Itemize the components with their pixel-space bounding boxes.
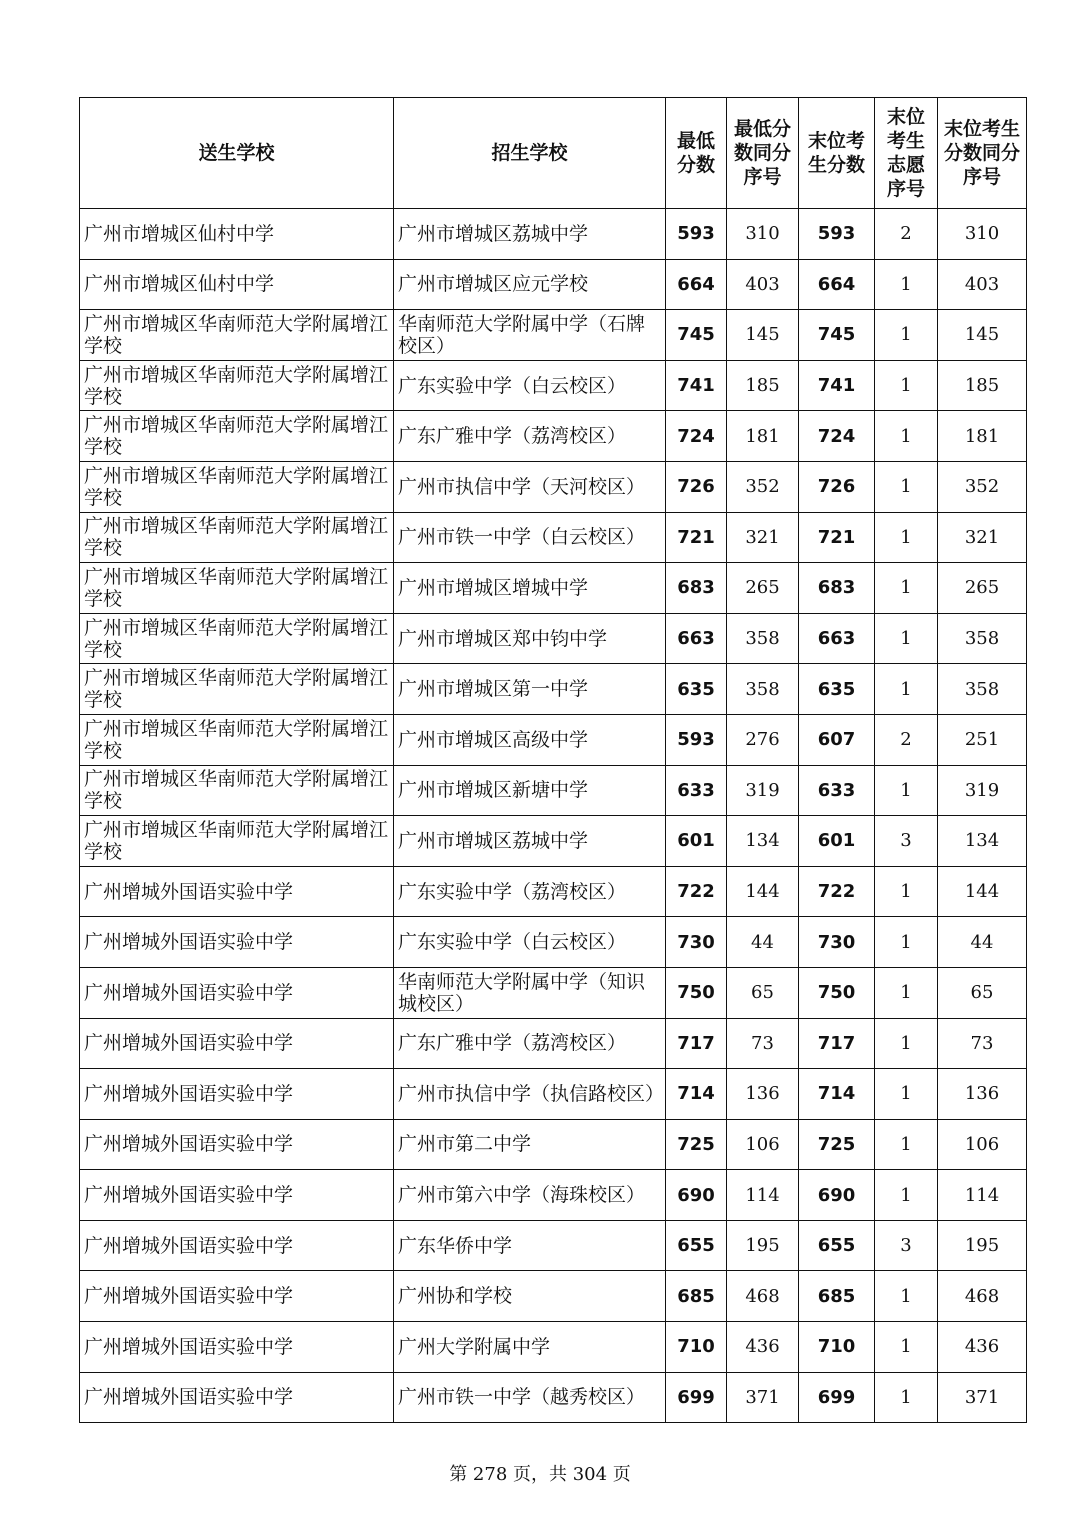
- cell-last-score: 607: [799, 714, 875, 765]
- table-row: [80, 461, 1027, 512]
- cell-sending-school: 广州市增城区华南师范大学附属增江学校: [80, 765, 394, 816]
- cell-min-score: 745: [666, 310, 727, 361]
- table-row: [80, 917, 1027, 968]
- cell-last-score: 633: [799, 765, 875, 816]
- header-line: 招生学校: [491, 142, 568, 164]
- cell-min-score: 730: [666, 917, 727, 968]
- header-line: 序号: [962, 166, 1001, 188]
- cell-min-score: 724: [666, 411, 727, 462]
- cell-min-score: 635: [666, 664, 727, 715]
- cell-sending-school: 广州增城外国语实验中学: [80, 967, 394, 1018]
- cell-min-score-rank: 73: [727, 1018, 799, 1069]
- cell-min-score: 721: [666, 512, 727, 563]
- cell-sending-school: 广州市增城区华南师范大学附属增江学校: [80, 563, 394, 614]
- cell-min-score-rank: 185: [727, 360, 799, 411]
- cell-last-wish-order: 1: [875, 765, 938, 816]
- cell-min-score-rank: 436: [727, 1322, 799, 1373]
- cell-sending-school: 广州市增城区华南师范大学附属增江学校: [80, 360, 394, 411]
- table-row: [80, 360, 1027, 411]
- table-row: [80, 664, 1027, 715]
- cell-admitting-school: 广州市增城区增城中学: [394, 563, 666, 614]
- cell-last-score-rank: 371: [938, 1372, 1027, 1423]
- table-row: [80, 1220, 1027, 1271]
- table-row: [80, 967, 1027, 1018]
- cell-min-score: 741: [666, 360, 727, 411]
- cell-last-wish-order: 1: [875, 1119, 938, 1170]
- cell-last-score: 722: [799, 866, 875, 917]
- cell-last-score-rank: 195: [938, 1220, 1027, 1271]
- cell-admitting-school: 广州协和学校: [394, 1271, 666, 1322]
- cell-min-score-rank: 276: [727, 714, 799, 765]
- cell-admitting-school: 广州市增城区新塘中学: [394, 765, 666, 816]
- cell-last-score: 725: [799, 1119, 875, 1170]
- cell-sending-school: 广州增城外国语实验中学: [80, 1170, 394, 1221]
- cell-sending-school: 广州市增城区华南师范大学附属增江学校: [80, 512, 394, 563]
- cell-sending-school: 广州增城外国语实验中学: [80, 1322, 394, 1373]
- cell-min-score: 722: [666, 866, 727, 917]
- cell-sending-school: 广州市增城区华南师范大学附属增江学校: [80, 310, 394, 361]
- cell-last-wish-order: 1: [875, 1322, 938, 1373]
- cell-sending-school: 广州市增城区华南师范大学附属增江学校: [80, 664, 394, 715]
- cell-last-score-rank: 114: [938, 1170, 1027, 1221]
- cell-min-score-rank: 134: [727, 816, 799, 867]
- cell-admitting-school: 广州市铁一中学（越秀校区）: [394, 1372, 666, 1423]
- cell-min-score: 726: [666, 461, 727, 512]
- table-row: [80, 209, 1027, 260]
- header-line: 末位考生: [943, 118, 1020, 140]
- cell-last-score: 635: [799, 664, 875, 715]
- cell-last-score-rank: 319: [938, 765, 1027, 816]
- cell-last-score-rank: 145: [938, 310, 1027, 361]
- cell-last-wish-order: 2: [875, 714, 938, 765]
- cell-min-score: 601: [666, 816, 727, 867]
- cell-admitting-school: 广州市执信中学（执信路校区）: [394, 1069, 666, 1120]
- cell-min-score-rank: 310: [727, 209, 799, 260]
- cell-admitting-school: 广州市第二中学: [394, 1119, 666, 1170]
- cell-sending-school: 广州增城外国语实验中学: [80, 1220, 394, 1271]
- cell-sending-school: 广州市增城区华南师范大学附属增江学校: [80, 461, 394, 512]
- header-line: 末位考: [807, 130, 865, 152]
- header-last-wish-order: [875, 98, 938, 209]
- table-row: [80, 310, 1027, 361]
- cell-min-score: 710: [666, 1322, 727, 1373]
- cell-sending-school: 广州增城外国语实验中学: [80, 1271, 394, 1322]
- cell-min-score-rank: 114: [727, 1170, 799, 1221]
- header-min-score: [666, 98, 727, 209]
- cell-last-score-rank: 310: [938, 209, 1027, 260]
- cell-sending-school: 广州增城外国语实验中学: [80, 917, 394, 968]
- cell-last-wish-order: 1: [875, 411, 938, 462]
- cell-last-score: 726: [799, 461, 875, 512]
- table-row: [80, 563, 1027, 614]
- cell-last-score: 730: [799, 917, 875, 968]
- cell-sending-school: 广州市增城区仙村中学: [80, 209, 394, 260]
- cell-last-score-rank: 358: [938, 664, 1027, 715]
- header-line: 送生学校: [198, 142, 275, 164]
- cell-last-score: 724: [799, 411, 875, 462]
- cell-last-score-rank: 468: [938, 1271, 1027, 1322]
- table-row: [80, 1271, 1027, 1322]
- cell-sending-school: 广州增城外国语实验中学: [80, 1372, 394, 1423]
- header-last-score: [799, 98, 875, 209]
- table-row: [80, 1119, 1027, 1170]
- cell-min-score-rank: 65: [727, 967, 799, 1018]
- cell-last-wish-order: 1: [875, 1069, 938, 1120]
- cell-min-score: 714: [666, 1069, 727, 1120]
- cell-last-wish-order: 1: [875, 1018, 938, 1069]
- header-line: 数同分: [733, 142, 791, 164]
- header-line: 序号: [886, 178, 925, 200]
- cell-min-score: 725: [666, 1119, 727, 1170]
- cell-last-wish-order: 1: [875, 664, 938, 715]
- cell-sending-school: 广州市增城区华南师范大学附属增江学校: [80, 714, 394, 765]
- cell-last-wish-order: 1: [875, 360, 938, 411]
- header-line: 分数同分: [943, 142, 1020, 164]
- table-row: [80, 1372, 1027, 1423]
- table-row: [80, 411, 1027, 462]
- cell-last-score: 714: [799, 1069, 875, 1120]
- cell-last-score-rank: 65: [938, 967, 1027, 1018]
- cell-min-score-rank: 358: [727, 613, 799, 664]
- cell-admitting-school: 广州市增城区荔城中学: [394, 816, 666, 867]
- header-last-score-rank: [938, 98, 1027, 209]
- cell-last-score: 601: [799, 816, 875, 867]
- cell-min-score-rank: 371: [727, 1372, 799, 1423]
- cell-last-wish-order: 1: [875, 1372, 938, 1423]
- cell-last-score-rank: 403: [938, 259, 1027, 310]
- cell-last-score-rank: 106: [938, 1119, 1027, 1170]
- cell-min-score: 593: [666, 209, 727, 260]
- cell-last-score-rank: 44: [938, 917, 1027, 968]
- cell-admitting-school: 华南师范大学附属中学（石牌校区）: [394, 310, 666, 361]
- cell-admitting-school: 广东实验中学（白云校区）: [394, 360, 666, 411]
- cell-admitting-school: 广州市执信中学（天河校区）: [394, 461, 666, 512]
- table-row: [80, 866, 1027, 917]
- cell-sending-school: 广州市增城区华南师范大学附属增江学校: [80, 816, 394, 867]
- cell-admitting-school: 广州市第六中学（海珠校区）: [394, 1170, 666, 1221]
- cell-last-wish-order: 1: [875, 1170, 938, 1221]
- cell-last-wish-order: 1: [875, 613, 938, 664]
- cell-min-score-rank: 145: [727, 310, 799, 361]
- cell-last-wish-order: 1: [875, 866, 938, 917]
- cell-admitting-school: 广东广雅中学（荔湾校区）: [394, 411, 666, 462]
- cell-last-wish-order: 3: [875, 816, 938, 867]
- cell-admitting-school: 广州市增城区第一中学: [394, 664, 666, 715]
- cell-admitting-school: 广东广雅中学（荔湾校区）: [394, 1018, 666, 1069]
- table-row: [80, 1069, 1027, 1120]
- cell-last-wish-order: 1: [875, 310, 938, 361]
- cell-min-score-rank: 319: [727, 765, 799, 816]
- cell-last-score-rank: 144: [938, 866, 1027, 917]
- table-row: [80, 1170, 1027, 1221]
- cell-last-wish-order: 1: [875, 917, 938, 968]
- cell-last-score-rank: 185: [938, 360, 1027, 411]
- cell-admitting-school: 广州市铁一中学（白云校区）: [394, 512, 666, 563]
- cell-admitting-school: 广州市增城区应元学校: [394, 259, 666, 310]
- cell-last-score: 710: [799, 1322, 875, 1373]
- table-row: [80, 259, 1027, 310]
- header-line: 最低: [676, 130, 715, 152]
- cell-min-score: 664: [666, 259, 727, 310]
- cell-last-score: 655: [799, 1220, 875, 1271]
- cell-last-score: 750: [799, 967, 875, 1018]
- cell-last-score: 685: [799, 1271, 875, 1322]
- cell-last-wish-order: 1: [875, 1271, 938, 1322]
- table-row: [80, 1018, 1027, 1069]
- cell-min-score-rank: 44: [727, 917, 799, 968]
- table-row: [80, 512, 1027, 563]
- cell-sending-school: 广州市增城区仙村中学: [80, 259, 394, 310]
- cell-min-score: 699: [666, 1372, 727, 1423]
- header-line: 末位: [886, 106, 925, 128]
- cell-min-score-rank: 181: [727, 411, 799, 462]
- cell-last-wish-order: 1: [875, 563, 938, 614]
- table-row: [80, 816, 1027, 867]
- cell-min-score-rank: 352: [727, 461, 799, 512]
- cell-last-wish-order: 1: [875, 967, 938, 1018]
- cell-admitting-school: 广州市增城区荔城中学: [394, 209, 666, 260]
- cell-min-score: 663: [666, 613, 727, 664]
- cell-last-score-rank: 358: [938, 613, 1027, 664]
- header-admitting-school: [394, 98, 666, 209]
- cell-min-score: 633: [666, 765, 727, 816]
- header-min-score-rank: [727, 98, 799, 209]
- table-body: [80, 209, 1027, 1423]
- page-number: 第 278 页，共 304 页: [449, 1464, 631, 1485]
- cell-min-score-rank: 144: [727, 866, 799, 917]
- cell-last-score: 721: [799, 512, 875, 563]
- cell-min-score: 690: [666, 1170, 727, 1221]
- cell-sending-school: 广州增城外国语实验中学: [80, 866, 394, 917]
- cell-last-score-rank: 136: [938, 1069, 1027, 1120]
- cell-last-score: 745: [799, 310, 875, 361]
- cell-last-score-rank: 181: [938, 411, 1027, 462]
- cell-last-score-rank: 352: [938, 461, 1027, 512]
- header-line: 生分数: [807, 154, 865, 176]
- cell-last-score: 717: [799, 1018, 875, 1069]
- cell-min-score: 593: [666, 714, 727, 765]
- admission-table: [79, 97, 1027, 1423]
- cell-last-wish-order: 3: [875, 1220, 938, 1271]
- cell-last-wish-order: 1: [875, 259, 938, 310]
- cell-admitting-school: 广州大学附属中学: [394, 1322, 666, 1373]
- cell-last-score: 690: [799, 1170, 875, 1221]
- cell-admitting-school: 广东华侨中学: [394, 1220, 666, 1271]
- cell-last-score-rank: 251: [938, 714, 1027, 765]
- cell-min-score-rank: 468: [727, 1271, 799, 1322]
- cell-admitting-school: 华南师范大学附属中学（知识城校区）: [394, 967, 666, 1018]
- header-row: [80, 98, 1027, 209]
- cell-sending-school: 广州增城外国语实验中学: [80, 1069, 394, 1120]
- cell-min-score: 750: [666, 967, 727, 1018]
- cell-last-score: 683: [799, 563, 875, 614]
- cell-admitting-school: 广州市增城区高级中学: [394, 714, 666, 765]
- cell-last-score-rank: 134: [938, 816, 1027, 867]
- cell-last-score: 593: [799, 209, 875, 260]
- cell-admitting-school: 广州市增城区郑中钧中学: [394, 613, 666, 664]
- cell-last-score-rank: 73: [938, 1018, 1027, 1069]
- cell-last-score: 663: [799, 613, 875, 664]
- cell-min-score-rank: 321: [727, 512, 799, 563]
- cell-min-score: 655: [666, 1220, 727, 1271]
- header-line: 志愿: [886, 154, 925, 176]
- table-row: [80, 765, 1027, 816]
- cell-min-score-rank: 136: [727, 1069, 799, 1120]
- cell-last-score-rank: 265: [938, 563, 1027, 614]
- cell-min-score-rank: 403: [727, 259, 799, 310]
- table-row: [80, 1322, 1027, 1373]
- cell-last-wish-order: 2: [875, 209, 938, 260]
- cell-min-score: 685: [666, 1271, 727, 1322]
- cell-sending-school: 广州增城外国语实验中学: [80, 1018, 394, 1069]
- header-line: 考生: [886, 130, 925, 152]
- cell-min-score-rank: 195: [727, 1220, 799, 1271]
- cell-last-score: 699: [799, 1372, 875, 1423]
- header-sending-school: [80, 98, 394, 209]
- header-line: 分数: [676, 154, 715, 176]
- cell-sending-school: 广州市增城区华南师范大学附属增江学校: [80, 411, 394, 462]
- header-line: 序号: [743, 166, 782, 188]
- cell-last-score: 664: [799, 259, 875, 310]
- cell-min-score-rank: 358: [727, 664, 799, 715]
- cell-last-wish-order: 1: [875, 512, 938, 563]
- cell-admitting-school: 广东实验中学（白云校区）: [394, 917, 666, 968]
- cell-last-score: 741: [799, 360, 875, 411]
- cell-min-score: 717: [666, 1018, 727, 1069]
- cell-sending-school: 广州增城外国语实验中学: [80, 1119, 394, 1170]
- cell-last-score-rank: 321: [938, 512, 1027, 563]
- table-row: [80, 613, 1027, 664]
- cell-min-score: 683: [666, 563, 727, 614]
- cell-last-score-rank: 436: [938, 1322, 1027, 1373]
- cell-last-wish-order: 1: [875, 461, 938, 512]
- table-row: [80, 714, 1027, 765]
- cell-min-score-rank: 265: [727, 563, 799, 614]
- cell-admitting-school: 广东实验中学（荔湾校区）: [394, 866, 666, 917]
- cell-sending-school: 广州市增城区华南师范大学附属增江学校: [80, 613, 394, 664]
- cell-min-score-rank: 106: [727, 1119, 799, 1170]
- header-line: 最低分: [733, 118, 791, 140]
